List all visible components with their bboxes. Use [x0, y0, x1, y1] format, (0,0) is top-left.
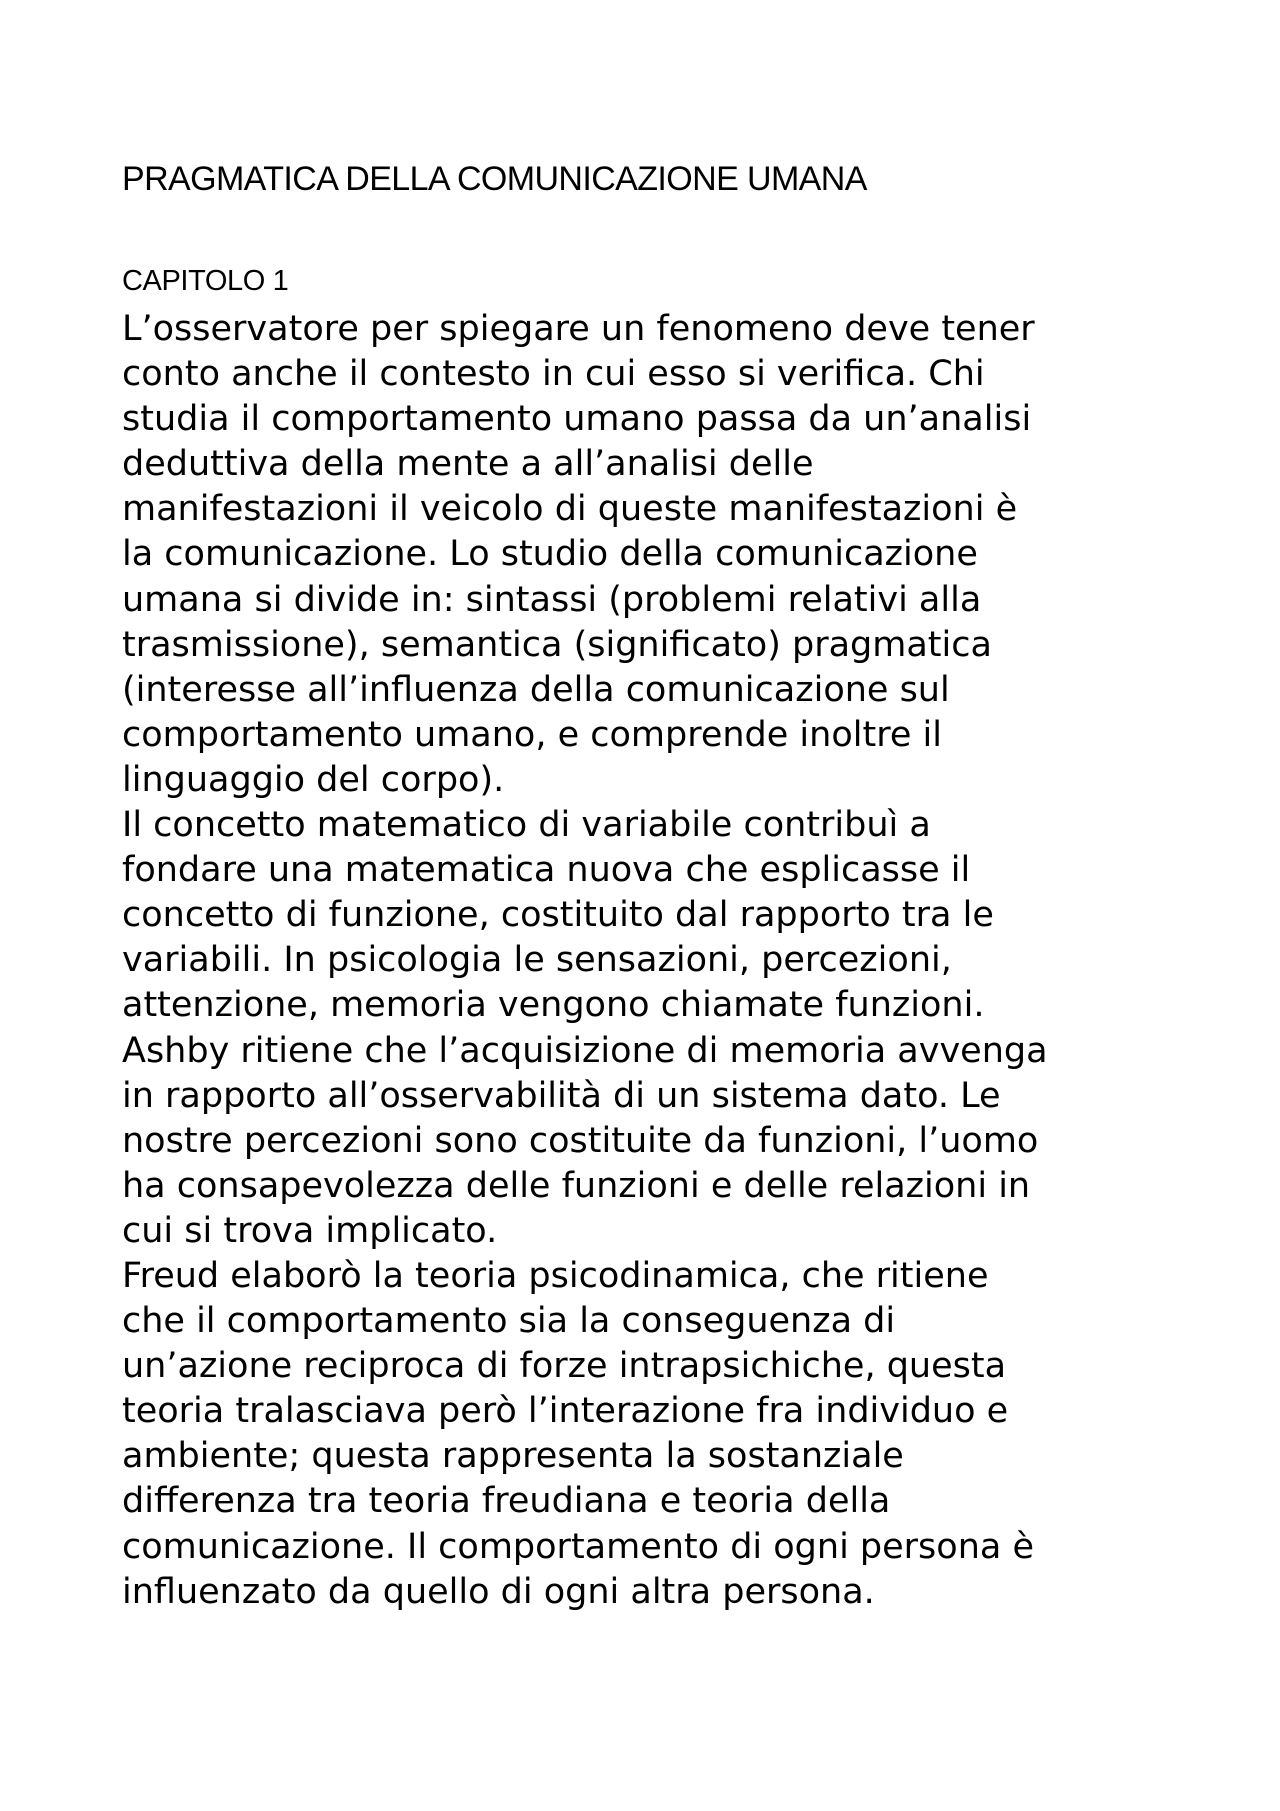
- text-line: Il concetto matematico di variabile contribuì a: [122, 805, 931, 846]
- text-line: ambiente; questa rappresenta la sostanziale: [122, 1436, 904, 1477]
- body-text: [122, 307, 1182, 1615]
- text-line: variabili. In psicologia le sensazioni, percezioni,: [122, 940, 952, 981]
- text-line: studia il comportamento umano passa da un’analisi: [122, 399, 1032, 440]
- text-line: conto anche il contesto in cui esso si verifica. Chi: [122, 354, 985, 395]
- text-line: linguaggio del corpo).: [122, 759, 505, 800]
- text-line: nostre percezioni sono costituite da funzioni, l’uomo: [122, 1120, 1039, 1161]
- text-line: fondare una matematica nuova che esplicasse il: [122, 850, 971, 891]
- text-line: attenzione, memoria vengono chiamate funzioni.: [122, 985, 985, 1026]
- text-line: L’osservatore per spiegare un fenomeno deve tener: [122, 309, 1035, 349]
- text-line: ha consapevolezza delle funzioni e delle relazioni in: [122, 1165, 1031, 1206]
- text-line: (interesse all’influenza della comunicazione sul: [122, 669, 950, 710]
- text-line: deduttiva della mente a all’analisi delle: [122, 444, 814, 485]
- text-line: influenzato da quello di ogni altra persona.: [122, 1571, 875, 1612]
- text-line: la comunicazione. Lo studio della comunicazione: [122, 534, 978, 575]
- text-line: concetto di funzione, costituito dal rapporto tra le: [122, 895, 994, 936]
- text-line: differenza tra teoria freudiana e teoria della: [122, 1481, 891, 1522]
- text-line: comunicazione. Il comportamento di ogni persona è: [122, 1526, 1034, 1567]
- document-title: PRAGMATICA DELLA COMUNICAZIONE UMANA: [122, 160, 867, 198]
- text-line: che il comportamento sia la conseguenza di: [122, 1301, 896, 1342]
- text-line: umana si divide in: sintassi (problemi relativi alla: [122, 579, 982, 620]
- text-line: Freud elaborò la teoria psicodinamica, che ritiene: [122, 1255, 989, 1296]
- text-line: cui si trova implicato.: [122, 1210, 498, 1251]
- text-line: comportamento umano, e comprende inoltre il: [122, 714, 942, 755]
- text-line: manifestazioni il veicolo di queste manifestazioni è: [122, 489, 1018, 530]
- text-line: teoria tralasciava però l’interazione fra individuo e: [122, 1391, 1009, 1432]
- text-line: trasmissione), semantica (significato) pragmatica: [122, 624, 992, 665]
- text-line: in rapporto all’osservabilità di un sistema dato. Le: [122, 1075, 1001, 1116]
- text-line: Ashby ritiene che l’acquisizione di memoria avvenga: [122, 1030, 1048, 1071]
- text-line: un’azione reciproca di forze intrapsichiche, questa: [122, 1346, 1007, 1387]
- chapter-heading: CAPITOLO 1: [122, 265, 289, 297]
